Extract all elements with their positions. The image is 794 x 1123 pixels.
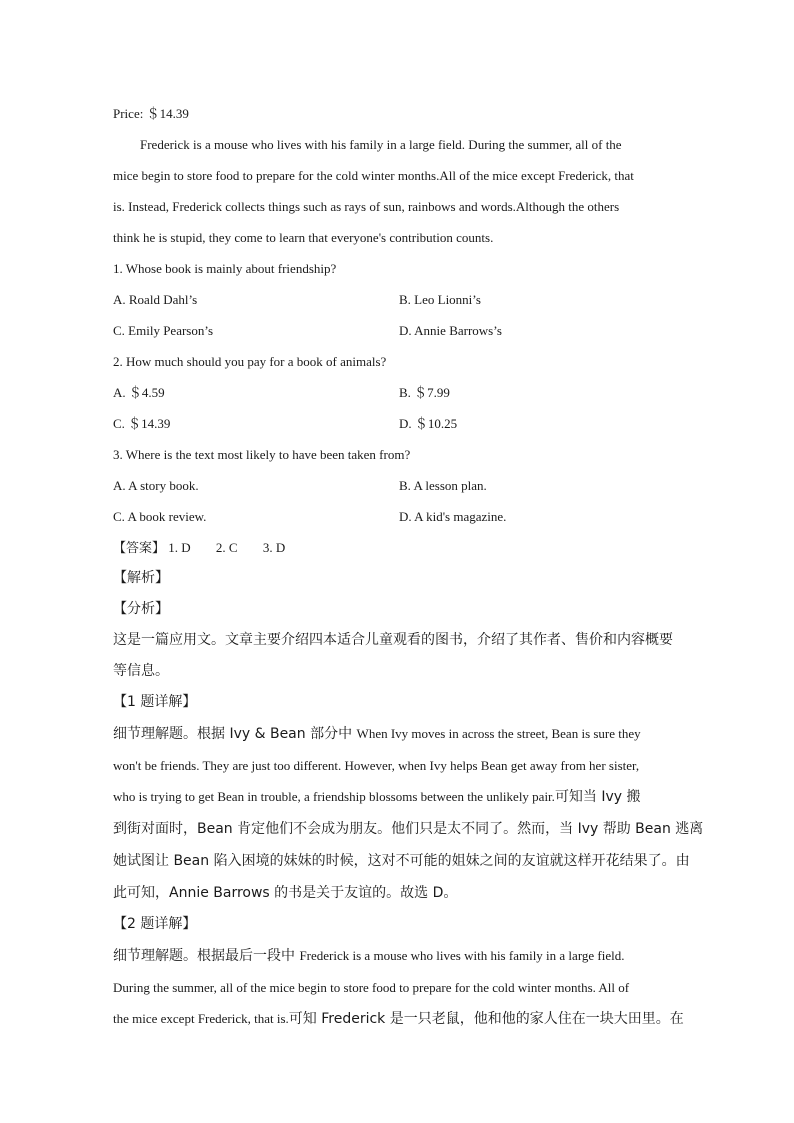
en-segment: who is trying to get Bean in trouble, a friendship blossoms between the unlikely pair. — [113, 789, 555, 804]
option-a: A. Roald Dahl’s — [113, 292, 198, 307]
fenxi-label: 【分析】 — [113, 601, 169, 617]
question-3-stem: 3. Where is the text most likely to have been taken from? — [113, 447, 411, 462]
answer-item: 3. D — [262, 540, 286, 555]
detail-line — [113, 750, 685, 781]
answer-line — [113, 532, 685, 563]
zh-segment: 细节理解题。根据最后一段中 — [113, 948, 300, 964]
detail-line — [113, 1003, 685, 1035]
option-d: D. A kid's magazine. — [399, 509, 507, 524]
option-b: B. Leo Lionni’s — [399, 292, 481, 307]
fenxi-line: 这是一篇应用文。文章主要介绍四本适合儿童观看的图书，介绍了其作者、售价和内容概要 — [113, 632, 673, 648]
question-1-options-row-2 — [113, 315, 685, 346]
fenxi-text — [113, 625, 685, 687]
question-1-options-row-1 — [113, 284, 685, 315]
zh-segment: 她试图让 Bean 陷入困境的妹妹的时候，这对不可能的姐妹之间的友谊就这样开花结果了。由 — [113, 853, 690, 869]
paragraph-line: is. Instead, Frederick collects things such as rays of sun, rainbows and words.Although the others — [113, 199, 620, 214]
en-segment: When Ivy moves in across the street, Bean is sure they — [356, 726, 641, 741]
frederick-paragraph — [113, 129, 685, 253]
en-segment: the mice except Frederick, that is. — [113, 1011, 289, 1026]
detail-line — [113, 813, 704, 845]
zh-segment: 可知 Frederick 是一只老鼠，他和他的家人住在一块大田里。在 — [288, 1011, 684, 1027]
zh-segment: 到街对面时，Bean 肯定他们不会成为朋友。他们只是太不同了。然而，当 Ivy 帮助 Bean 逃离 — [113, 821, 704, 837]
answer-item: 1. D — [168, 540, 191, 555]
question-2-stem: 2. How much should you pay for a book of animals? — [113, 354, 387, 369]
paragraph-line: mice begin to store food to prepare for the cold winter months.All of the mice except Frederick, that — [113, 168, 634, 183]
question-1-stem: 1. Whose book is mainly about friendship? — [113, 261, 337, 276]
answer-item: 2. C — [215, 540, 238, 555]
detail-line — [113, 972, 685, 1003]
paragraph-line: think he is stupid, they come to learn that everyone's contribution counts. — [113, 230, 494, 245]
fenxi-line: 等信息。 — [113, 663, 169, 679]
question-3-options-row-2 — [113, 501, 685, 532]
en-segment: During the summer, all of the mice begin to store food to prepare for the cold winter months. All of — [113, 980, 630, 995]
price-line: Price: ＄14.39 — [113, 106, 189, 121]
option-d: D. ＄10.25 — [399, 416, 458, 431]
option-a: A. A story book. — [113, 478, 199, 493]
answer-label: 【答案】 — [113, 541, 166, 556]
analysis-label: 【解析】 — [113, 570, 169, 586]
option-c: C. ＄14.39 — [113, 416, 171, 431]
zh-segment: 细节理解题。根据 Ivy & Bean 部分中 — [113, 726, 357, 742]
question-2-options-row-1 — [113, 377, 685, 408]
en-segment: Frederick is a mouse who lives with his family in a large field. — [299, 948, 625, 963]
document-page — [113, 98, 704, 1035]
paragraph-line: Frederick is a mouse who lives with his family in a large field. During the summer, all of the — [140, 137, 622, 152]
question-3-options-row-1 — [113, 470, 685, 501]
q2-detail-text — [113, 940, 685, 1035]
option-a: A. ＄4.59 — [113, 385, 165, 400]
option-c: C. Emily Pearson’s — [113, 323, 214, 338]
zh-segment: 可知当 Ivy 搬 — [554, 789, 641, 805]
detail-line — [113, 877, 685, 909]
option-d: D. Annie Barrows’s — [399, 323, 502, 338]
detail-line — [113, 718, 685, 750]
option-c: C. A book review. — [113, 509, 207, 524]
zh-segment: 此可知，Annie Barrows 的书是关于友谊的。故选 D。 — [113, 885, 458, 901]
en-segment: won't be friends. They are just too different. However, when Ivy helps Bean get away from her sister, — [113, 758, 640, 773]
detail-line — [113, 940, 685, 972]
question-2-options-row-2 — [113, 408, 685, 439]
q2-detail-label: 【2 题详解】 — [113, 916, 197, 932]
option-b: B. ＄7.99 — [399, 385, 450, 400]
q1-detail-label: 【1 题详解】 — [113, 694, 197, 710]
q1-detail-text — [113, 718, 704, 909]
option-b: B. A lesson plan. — [399, 478, 487, 493]
detail-line — [113, 781, 685, 813]
detail-line — [113, 845, 690, 877]
